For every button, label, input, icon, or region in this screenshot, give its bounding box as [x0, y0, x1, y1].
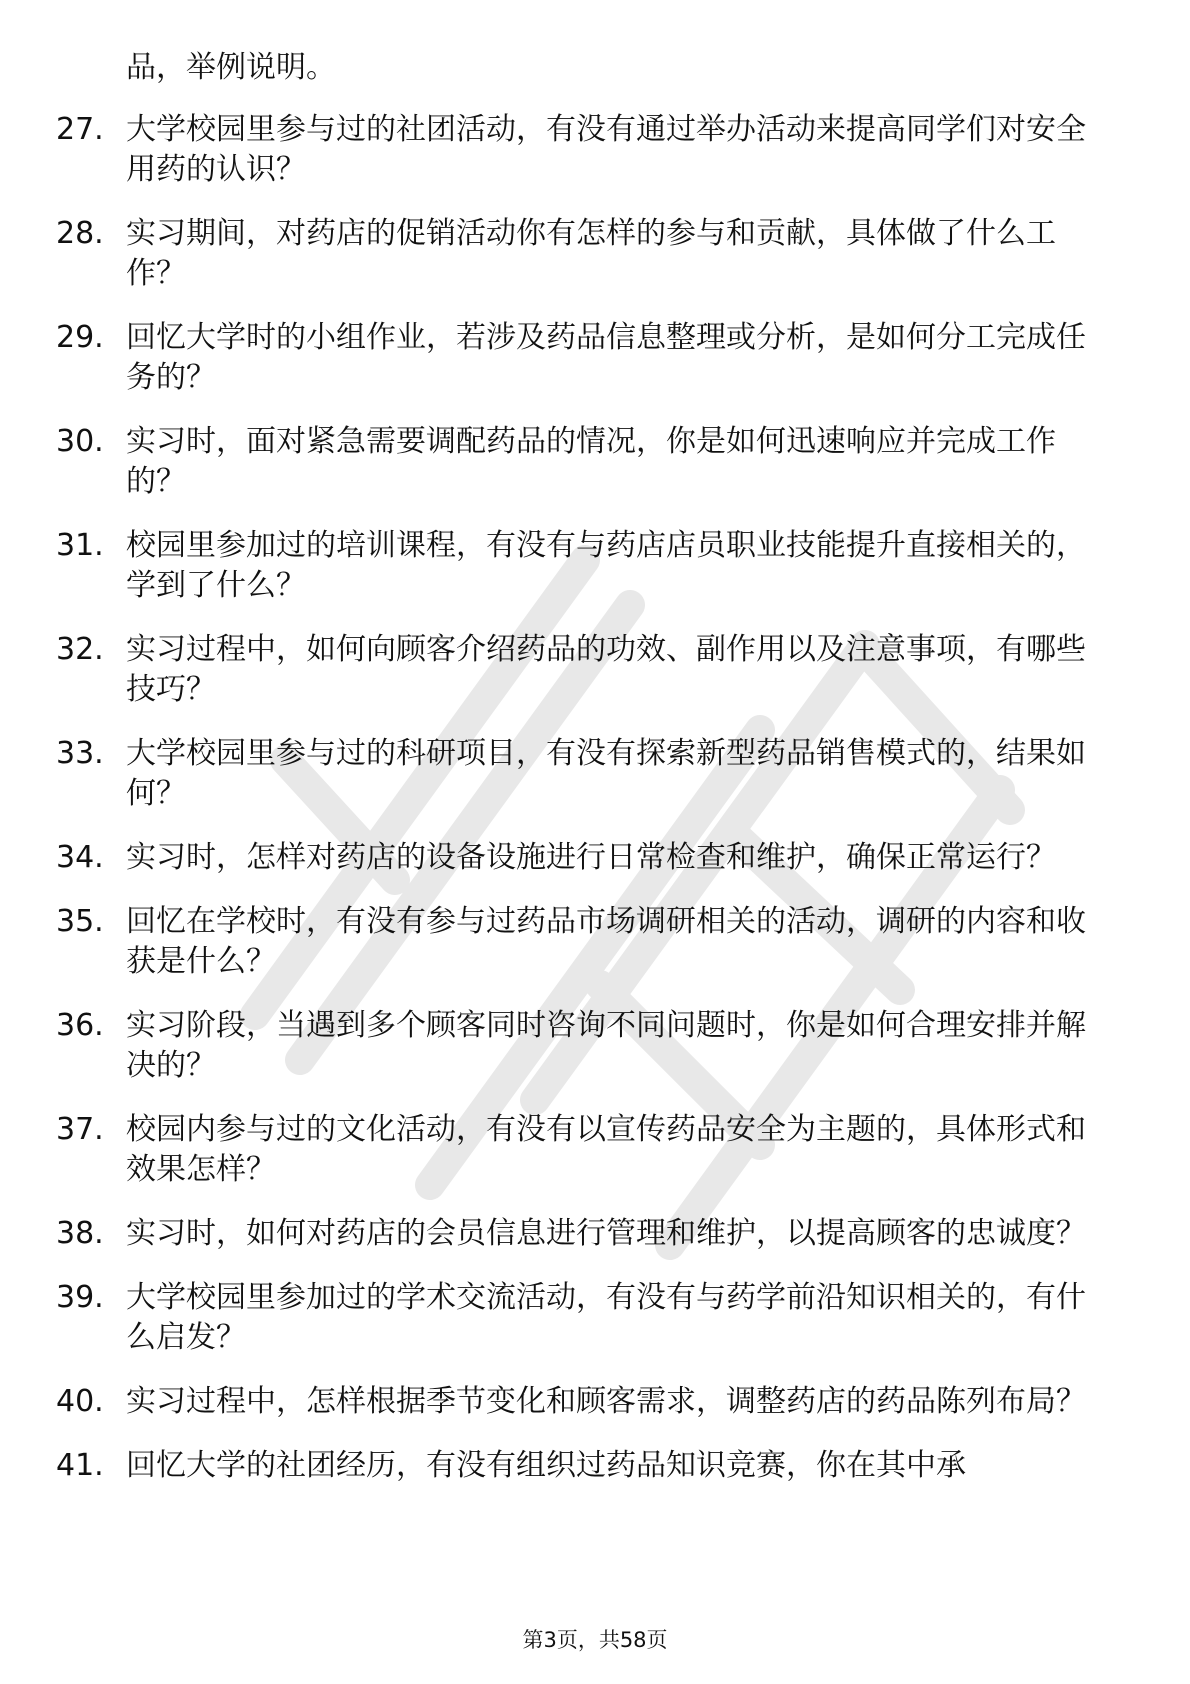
question-text: 大学校园里参与过的社团活动，有没有通过举办活动来提高同学们对安全用药的认识？ [126, 112, 1086, 187]
list-number: 38. [56, 1216, 104, 1251]
list-number: 37. [56, 1112, 104, 1147]
list-number: 39. [56, 1280, 104, 1315]
list-number: 30. [56, 424, 104, 459]
list-number: 36. [56, 1008, 104, 1043]
question-text: 实习时，怎样对药店的设备设施进行日常检查和维护，确保正常运行？ [126, 840, 1056, 875]
question-text: 大学校园里参与过的科研项目，有没有探索新型药品销售模式的，结果如何？ [126, 736, 1086, 811]
list-number: 35. [56, 904, 104, 939]
list-item [56, 526, 1136, 606]
list-number: 34. [56, 840, 104, 875]
question-text: 校园内参与过的文化活动，有没有以宣传药品安全为主题的，具体形式和效果怎样？ [126, 1112, 1086, 1187]
list-item [56, 1214, 1136, 1254]
question-text: 实习阶段，当遇到多个顾客同时咨询不同问题时，你是如何合理安排并解决的？ [126, 1008, 1086, 1083]
list-item [56, 734, 1136, 814]
continuation-text: 品，举例说明。 [126, 50, 336, 85]
question-text: 实习过程中，如何向顾客介绍药品的功效、副作用以及注意事项，有哪些技巧？ [126, 632, 1086, 707]
question-text: 校园里参加过的培训课程，有没有与药店店员职业技能提升直接相关的，学到了什么？ [126, 528, 1086, 603]
list-number: 29. [56, 320, 104, 355]
list-item [56, 1446, 1136, 1486]
question-text: 回忆大学时的小组作业，若涉及药品信息整理或分析，是如何分工完成任务的？ [126, 320, 1086, 395]
list-item [56, 422, 1136, 502]
list-item [56, 630, 1136, 710]
list-number: 33. [56, 736, 104, 771]
question-text: 回忆大学的社团经历，有没有组织过药品知识竞赛，你在其中承 [126, 1448, 966, 1483]
list-number: 40. [56, 1384, 104, 1419]
list-number: 41. [56, 1448, 104, 1483]
list-item [56, 318, 1136, 398]
question-text: 实习时，面对紧急需要调配药品的情况，你是如何迅速响应并完成工作的？ [126, 424, 1056, 499]
list-item [56, 110, 1136, 190]
question-text: 实习过程中，怎样根据季节变化和顾客需求，调整药店的药品陈列布局？ [126, 1384, 1086, 1419]
list-item [56, 1110, 1136, 1190]
list-item [56, 838, 1136, 878]
list-item [56, 902, 1136, 982]
question-text: 大学校园里参加过的学术交流活动，有没有与药学前沿知识相关的，有什么启发？ [126, 1280, 1086, 1355]
question-text: 实习时，如何对药店的会员信息进行管理和维护，以提高顾客的忠诚度？ [126, 1216, 1086, 1251]
list-item [56, 1278, 1136, 1358]
list-item [56, 214, 1136, 294]
list-number: 28. [56, 216, 104, 251]
list-item [56, 1006, 1136, 1086]
list-item [56, 1382, 1136, 1422]
list-number: 27. [56, 112, 104, 147]
list-item-continuation [56, 48, 1136, 88]
question-text: 实习期间，对药店的促销活动你有怎样的参与和贡献，具体做了什么工作？ [126, 216, 1056, 291]
question-text: 回忆在学校时，有没有参与过药品市场调研相关的活动，调研的内容和收获是什么？ [126, 904, 1086, 979]
list-number: 32. [56, 632, 104, 667]
list-number: 31. [56, 528, 104, 563]
page-footer: 第3页，共58页 [522, 1628, 668, 1652]
question-list [56, 48, 1136, 1510]
